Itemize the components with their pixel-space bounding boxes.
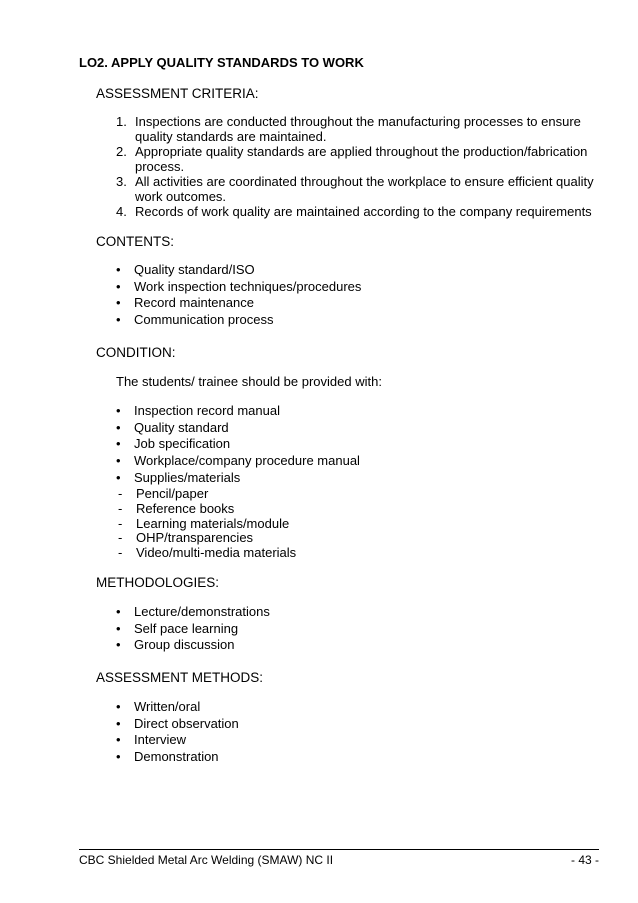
bullet-icon: • [116, 403, 121, 418]
list-item-text: Inspections are conducted throughout the manufacturing processes to ensure quality standards are maintained. [135, 114, 581, 144]
footer-divider [79, 849, 599, 850]
list-number: 1. [116, 114, 127, 129]
bullet-icon: • [116, 699, 121, 714]
page-number: - 43 - [570, 853, 599, 867]
list-item-text: Quality standard [134, 419, 229, 435]
dash-icon: - [118, 486, 123, 501]
list-item [116, 453, 360, 470]
footer-course-title: CBC Shielded Metal Arc Welding (SMAW) NC II [79, 853, 334, 867]
list-item-text: Interview [134, 732, 187, 748]
bullet-icon: • [116, 604, 121, 619]
list-item [116, 732, 239, 749]
sublist-item-text: Pencil/paper [136, 486, 209, 501]
bullet-icon: • [116, 715, 121, 731]
condition-intro: The students/ trainee should be provided with: [116, 374, 382, 389]
list-item-text: Demonstration [134, 749, 219, 765]
sublist-item [116, 502, 296, 517]
list-item [116, 262, 361, 279]
assessment-criteria-heading: ASSESSMENT CRITERIA: [96, 86, 259, 101]
list-item [116, 470, 360, 487]
condition-heading: CONDITION: [96, 345, 176, 360]
sublist-item-text: OHP/transparencies [136, 530, 254, 546]
list-item [116, 403, 360, 420]
list-item-text: Quality standard/ISO [134, 262, 255, 277]
list-item [116, 436, 360, 453]
bullet-icon: • [116, 295, 121, 311]
bullet-icon: • [116, 732, 121, 748]
methodologies-heading: METHODOLOGIES: [96, 575, 220, 590]
list-item [116, 312, 361, 329]
condition-list [116, 403, 360, 486]
sublist-item-text: Video/multi-media materials [136, 545, 297, 561]
bullet-icon: • [116, 469, 121, 485]
list-item [116, 420, 360, 437]
list-item [116, 749, 239, 766]
list-item-text: Communication process [134, 312, 274, 328]
bullet-icon: • [116, 436, 121, 452]
list-number: 3. [116, 174, 127, 189]
sublist-item-text: Reference books [136, 500, 235, 516]
contents-heading: CONTENTS: [96, 234, 175, 249]
list-number: 4. [116, 204, 127, 219]
bullet-icon: • [116, 749, 121, 765]
list-item [116, 204, 596, 219]
list-item [116, 621, 270, 638]
methodologies-list [116, 604, 270, 654]
dash-icon: - [118, 500, 123, 516]
bullet-icon: • [116, 453, 121, 469]
bullet-icon: • [116, 637, 121, 653]
list-item-text: Records of work quality are maintained according to the company requirements [135, 204, 592, 219]
list-item [116, 699, 239, 716]
sublist-item [116, 487, 296, 502]
list-item [116, 144, 596, 174]
list-item-text: Record maintenance [134, 295, 254, 311]
list-item [116, 279, 361, 296]
list-item-text: Job specification [134, 436, 231, 452]
sublist-item [116, 531, 296, 546]
page-title: LO2. APPLY QUALITY STANDARDS TO WORK [79, 55, 364, 70]
list-item-text: Inspection record manual [134, 403, 280, 418]
list-item-text: Work inspection techniques/procedures [134, 278, 362, 294]
dash-icon: - [118, 545, 123, 561]
list-item [116, 174, 596, 204]
list-number: 2. [116, 144, 127, 159]
contents-list [116, 262, 361, 329]
bullet-icon: • [116, 312, 121, 328]
list-item-text: Appropriate quality standards are applied throughout the production/fabrication process. [135, 144, 588, 174]
list-item-text: Supplies/materials [134, 469, 241, 485]
bullet-icon: • [116, 262, 121, 277]
dash-icon: - [118, 515, 123, 531]
sublist-item-text: Learning materials/module [136, 515, 290, 531]
list-item-text: Written/oral [134, 699, 201, 714]
assessment-methods-list [116, 699, 239, 766]
list-item [116, 637, 270, 654]
list-item-text: Group discussion [134, 637, 235, 653]
bullet-icon: • [116, 419, 121, 435]
list-item-text: Self pace learning [134, 620, 239, 636]
bullet-icon: • [116, 620, 121, 636]
assessment-methods-heading: ASSESSMENT METHODS: [96, 670, 264, 685]
list-item [116, 114, 596, 144]
sublist-item [116, 546, 296, 561]
list-item-text: All activities are coordinated throughout the workplace to ensure efficient quality work outcomes. [135, 174, 594, 204]
list-item [116, 295, 361, 312]
dash-icon: - [118, 530, 123, 546]
sublist-item [116, 517, 296, 532]
assessment-criteria-list [116, 114, 596, 219]
list-item [116, 716, 239, 733]
list-item-text: Workplace/company procedure manual [134, 453, 360, 469]
bullet-icon: • [116, 278, 121, 294]
list-item-text: Direct observation [134, 715, 239, 731]
supplies-sublist [116, 487, 296, 561]
list-item-text: Lecture/demonstrations [134, 604, 270, 619]
list-item [116, 604, 270, 621]
